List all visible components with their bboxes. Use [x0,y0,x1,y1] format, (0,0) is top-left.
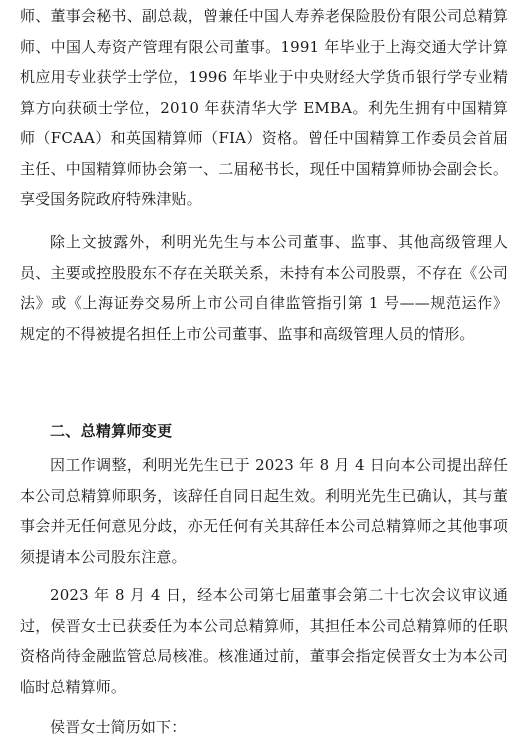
section-heading-chief-actuary-change: 二、总精算师变更 [50,422,173,440]
paragraph-disclosure: 除上文披露外，利明光先生与本公司董事、监事、其他高级管理人员、主要或控股股东不存在关联关系，未持有本公司股票，不存在《公司法》或《上海证券交易所上市公司自律监管指引第 1 号——规范运作》规定的不得被提名担任上市公司董事、监事和高级管理人员的情形。 [20,233,508,343]
paragraph-appointment: 2023 年 8 月 4 日，经本公司第七届董事会第二十七次会议审议通过，侯晋女士已获委任为本公司总精算师，其担任本公司总精算师的任职资格尚待金融监管总局核准。核准通过前，董事会指定侯晋女士为本公司临时总精算师。 [20,586,508,696]
paragraph-bio-continuation: 师、董事会秘书、副总裁，曾兼任中国人寿养老保险股份有限公司总精算师、中国人寿资产管理有限公司董事。1991 年毕业于上海交通大学计算机应用专业获学士学位，1996 年毕业于中央财经大学货币银行学专业精算方向获硕士学位，2010 年获清华大学 EMBA。利先生拥有中国精算师（FCAA）和英国精算师（FIA）资格。曾任中国精算工作委员会首届主任、中国精算师协会第一、二届秘书长，现任中国精算师协会副会长。享受国务院政府特殊津贴。 [20,7,508,208]
paragraph-resume-intro: 侯晋女士简历如下： [50,718,187,736]
paragraph-resignation: 因工作调整，利明光先生已于 2023 年 8 月 4 日向本公司提出辞任本公司总精算师职务，该辞任自同日起生效。利明光先生已确认，其与董事会并无任何意见分歧，亦无任何有关其辞任本公司总精算师之其他事项须提请本公司股东注意。 [20,456,508,566]
